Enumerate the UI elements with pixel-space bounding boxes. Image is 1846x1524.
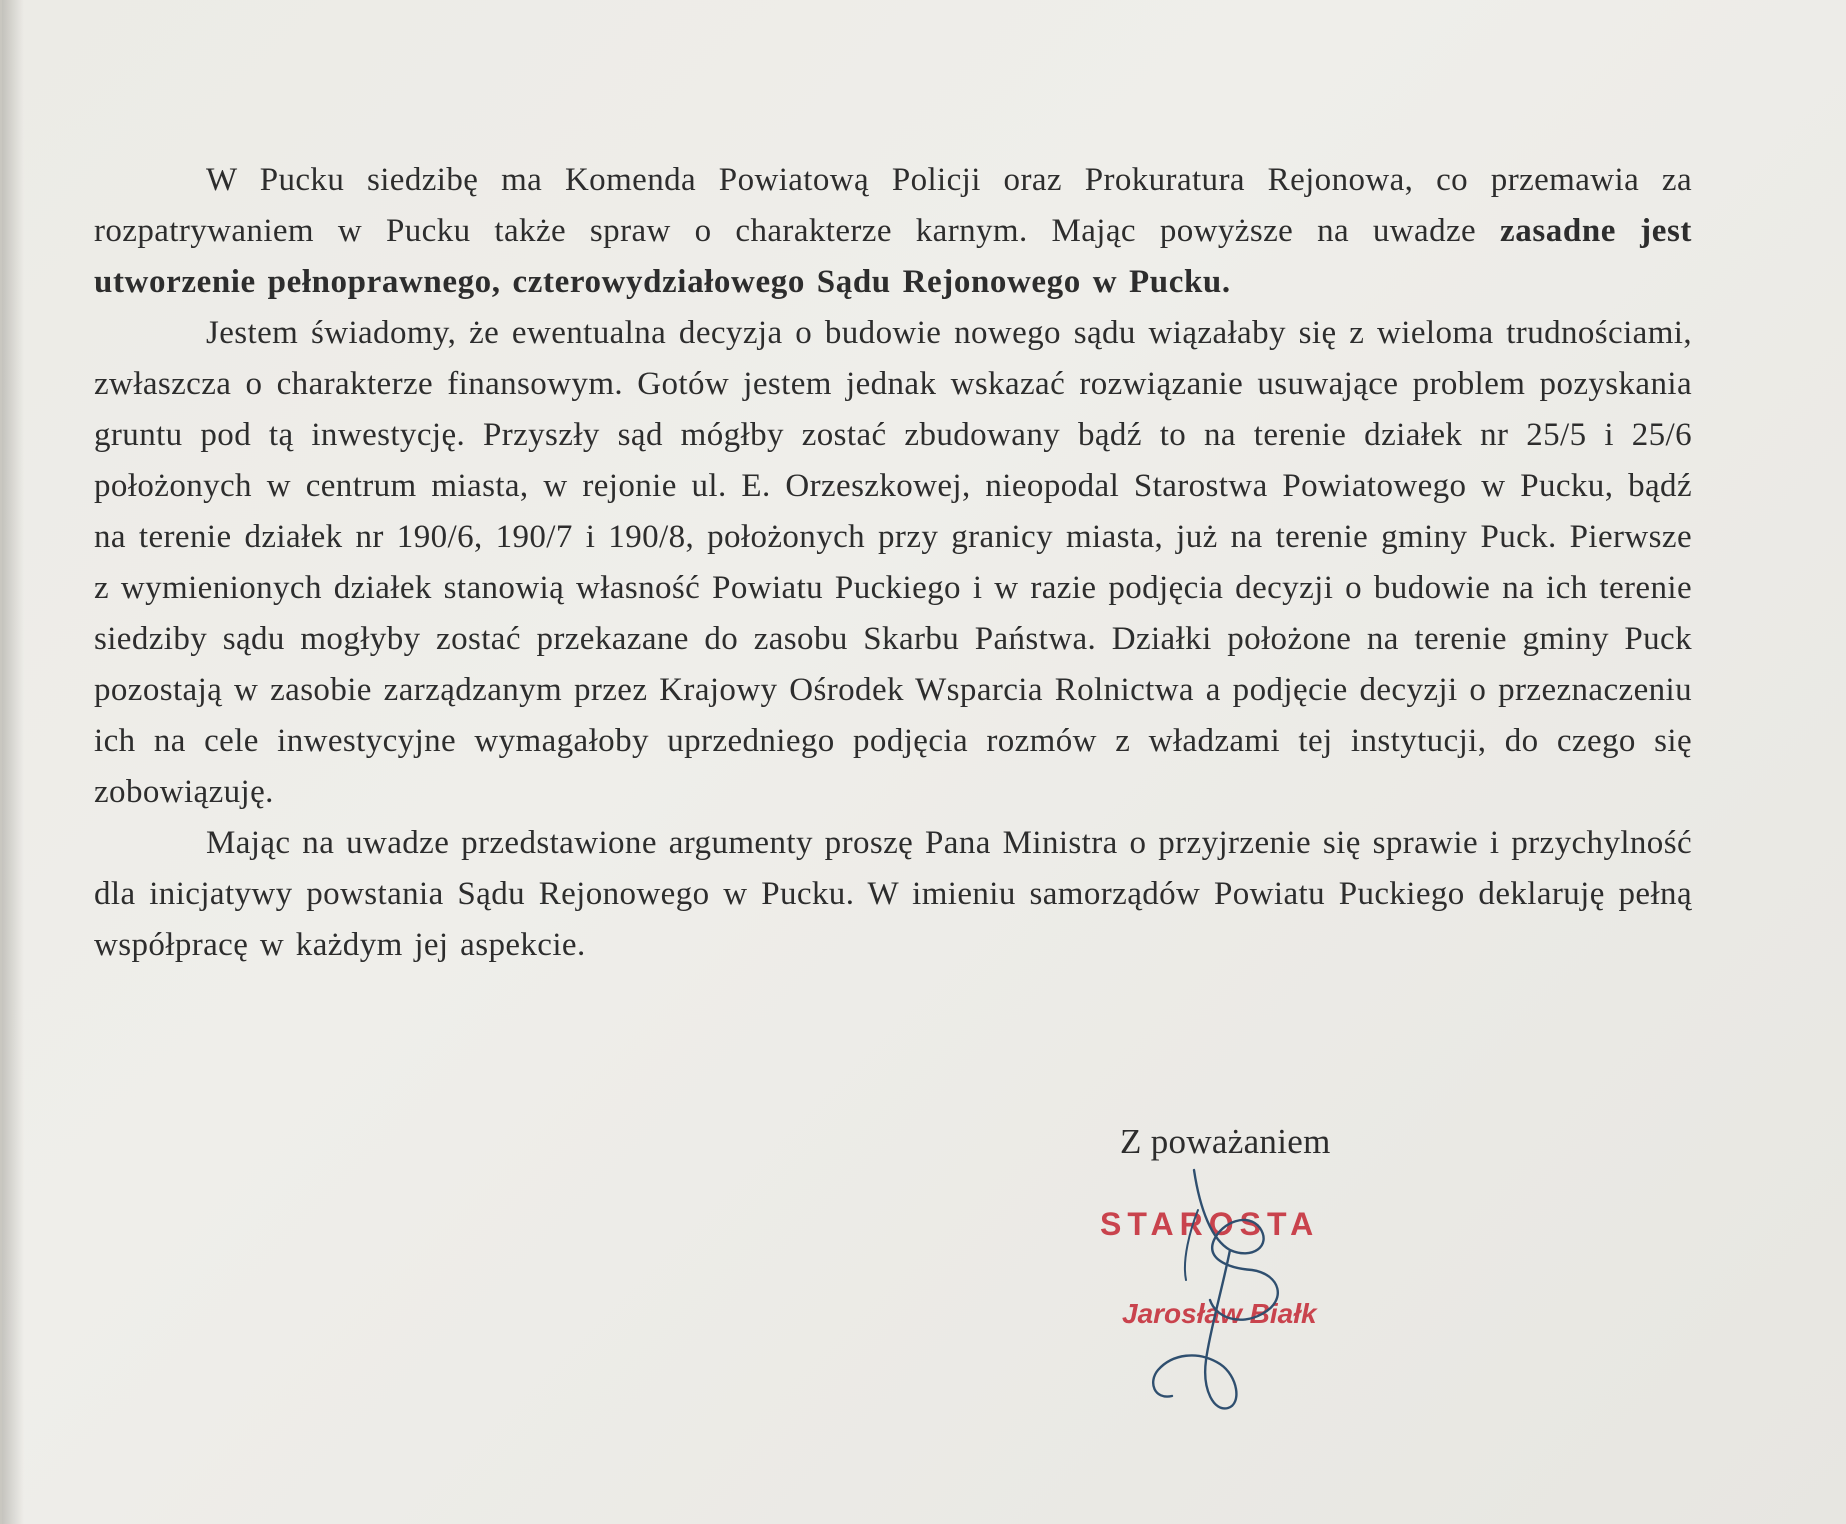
paragraph-land-proposal: Jestem świadomy, że ewentualna decyzja o budowie nowego sądu wiązałaby się z wieloma trudnościami, zwłaszcza o charakterze finansowym. Gotów jestem jednak wskazać rozwiązanie usuwające problem pozyskania gruntu pod tą inwestycję. Przyszły sąd mógłby zostać zbudowany bądź to na terenie działek nr 25/5 i 25/6 położonych w centrum miasta, w rejonie ul. E. Orzeszkowej, nieopodal Starostwa Powiatowego w Pucku, bądź na terenie działek nr 190/6, 190/7 i 190/8, położonych przy granicy miasta, już na terenie gminy Puck. Pierwsze z wymienionych działek stanowią własność Powiatu Puckiego i w razie podjęcia decyzji o budowie na ich terenie siedziby sądu mogłyby zostać przekazane do zasobu Skarbu Państwa. Działki położone na terenie gminy Puck pozostają w zasobie zarządzanym przez Krajowy Ośrodek Wsparcia Rolnictwa a podjęcie decyzji o przeznaczeniu ich na cele inwestycyjne wymagałoby uprzedniego podjęcia rozmów z władzami tej instytucji, do czego się zobowiązuję.	[94, 315, 1692, 810]
stamp-title: STAROSTA	[1100, 1206, 1320, 1242]
stamp-name: Jarosław Białk	[1122, 1298, 1317, 1329]
paragraph-1-bold-conclusion: zasadne jest utworzenie pełnoprawnego, czterowydziałowego Sądu Rejonowego w Pucku.	[94, 213, 1692, 300]
paragraph-1-text: W Pucku siedzibę ma Komenda Powiatową Policji oraz Prokuratura Rejonowa, co przemawia za rozpatrywaniem w Pucku także spraw o charakterze karnym. Mając powyższe na uwadze	[94, 162, 1692, 249]
page-edge-shadow	[2, 0, 24, 1524]
letter-body	[94, 155, 1692, 971]
handwritten-signature	[1102, 1150, 1342, 1430]
paragraph-request: Mając na uwadze przedstawione argumenty proszę Pana Ministra o przyjrzenie się sprawie i przychylność dla inicjatywy powstania Sądu Rejonowego w Pucku. W imieniu samorządów Powiatu Puckiego deklaruję pełną współpracę w każdym jej aspekcie.	[94, 825, 1692, 963]
paragraph-court-justification	[94, 155, 1692, 308]
closing-salutation: Z poważaniem	[1120, 1122, 1331, 1161]
